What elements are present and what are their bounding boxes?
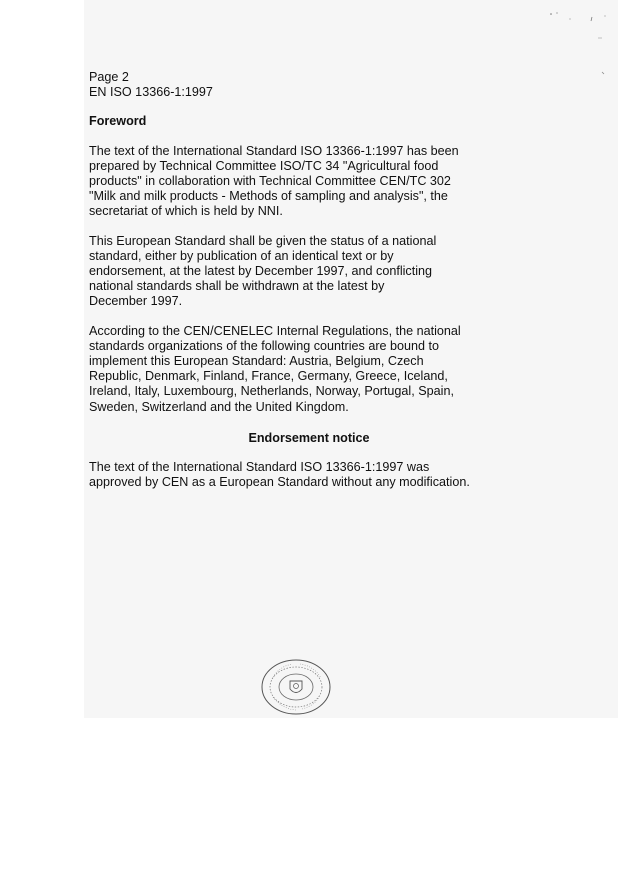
text-line: secretariat of which is held by NNI.	[89, 204, 283, 219]
text-line: standard, either by publication of an identical text or by	[89, 248, 394, 263]
foreword-paragraph-3	[89, 324, 559, 415]
text-line: prepared by Technical Committee ISO/TC 34 "Agricultural food	[89, 158, 439, 173]
text-line: endorsement, at the latest by December 1997, and conflicting	[89, 264, 433, 279]
text-line: This European Standard shall be given the status of a national	[89, 233, 437, 248]
text-line: approved by CEN as a European Standard without any modification.	[89, 475, 470, 490]
text-line: implement this European Standard: Austria, Belgium, Czech	[89, 354, 424, 369]
foreword-heading: Foreword	[89, 114, 147, 129]
official-seal-stamp	[258, 657, 334, 717]
endorsement-paragraph	[89, 460, 559, 490]
text-line: According to the CEN/CENELEC Internal Regulations, the national	[89, 323, 461, 338]
document-page	[89, 70, 559, 490]
standard-reference: EN ISO 13366-1:1997	[89, 85, 213, 100]
text-line: standards organizations of the following countries are bound to	[89, 338, 440, 353]
foreword-paragraph-2	[89, 234, 559, 310]
text-line: "Milk and milk products - Methods of sampling and analysis", the	[89, 189, 448, 204]
text-line: December 1997.	[89, 294, 183, 309]
page-number: Page 2	[89, 70, 129, 84]
text-line: national standards shall be withdrawn at the latest by	[89, 279, 385, 294]
text-line: Sweden, Switzerland and the United Kingdom.	[89, 399, 349, 414]
text-line: The text of the International Standard ISO 13366-1:1997 has been	[89, 143, 459, 158]
text-line: Ireland, Italy, Luxembourg, Netherlands, Norway, Portugal, Spain,	[89, 384, 454, 399]
text-line: Republic, Denmark, Finland, France, Germany, Greece, Iceland,	[89, 369, 448, 384]
endorsement-heading: Endorsement notice	[248, 430, 370, 445]
text-line: products" in collaboration with Technical Committee CEN/TC 302	[89, 174, 451, 189]
foreword-paragraph-1	[89, 144, 559, 220]
text-line: The text of the International Standard ISO 13366-1:1997 was	[89, 460, 430, 475]
